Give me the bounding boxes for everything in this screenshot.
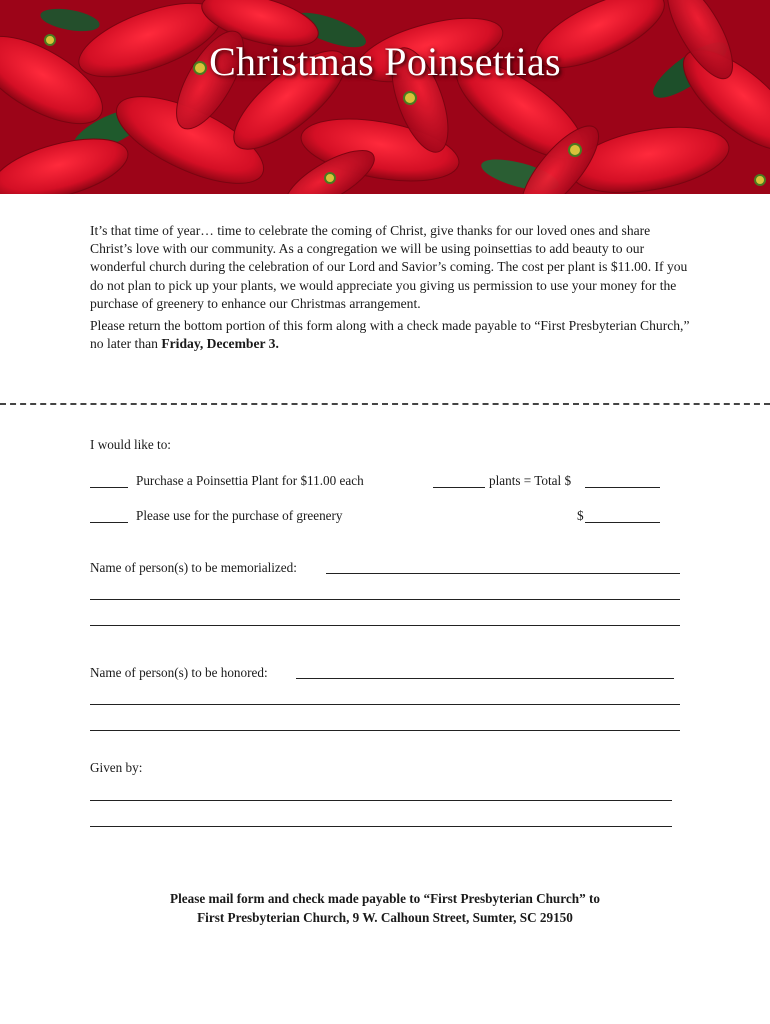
given-by-line-1[interactable] — [90, 800, 672, 801]
poinsettia-photo — [0, 0, 770, 194]
purchase-option-label: Purchase a Poinsettia Plant for $11.00 each — [136, 473, 364, 488]
mailing-line-1: Please mail form and check made payable to “First Presbyterian Church” to — [170, 891, 600, 906]
dashed-cut-line — [0, 403, 770, 405]
plants-total-label: plants = Total $ — [489, 473, 572, 488]
return-instructions-text: Please return the bottom portion of this form along with a check made payable to “First Presbyterian Church,” no later than — [90, 318, 690, 352]
given-by-label: Given by: — [90, 760, 143, 775]
memorialized-line-2[interactable] — [90, 599, 680, 600]
intro-section — [90, 222, 690, 357]
plants-quantity-blank[interactable] — [433, 487, 485, 488]
honored-line-1[interactable] — [296, 678, 674, 679]
total-amount-blank[interactable] — [585, 487, 660, 488]
intro-paragraph: It’s that time of year… time to celebrate the coming of Christ, give thanks for our loved ones and share Christ’s love with our community. As a congregation we will be using poinsettias to add beauty to our wonderful church during the celebration of our Lord and Savior’s coming. The cost per plant is $11.00. If you do not plan to pick up your plants, we would appreciate you giving us permission to use your money for the purchase of greenery to enhance our Christmas arrangement. — [90, 223, 688, 311]
honored-line-3[interactable] — [90, 730, 680, 731]
mailing-address: First Presbyterian Church, 9 W. Calhoun Street, Sumter, SC 29150 — [197, 909, 573, 925]
honored-label: Name of person(s) to be honored: — [90, 665, 268, 680]
memorialized-line-1[interactable] — [326, 573, 680, 574]
poinsettia-banner — [0, 0, 770, 194]
greenery-amount-blank[interactable] — [585, 522, 660, 523]
return-instructions — [90, 317, 690, 353]
page-title: Christmas Poinsettias — [209, 39, 561, 84]
greenery-checkbox-blank[interactable] — [90, 522, 128, 523]
form-intro-label: I would like to: — [90, 437, 171, 452]
deadline-text: Friday, December 3. — [161, 336, 279, 352]
purchase-checkbox-blank[interactable] — [90, 487, 128, 488]
memorialized-line-3[interactable] — [90, 625, 680, 626]
given-by-line-2[interactable] — [90, 826, 672, 827]
greenery-dollar-sign: $ — [577, 508, 584, 523]
honored-line-2[interactable] — [90, 704, 680, 705]
mailing-instructions — [90, 890, 680, 927]
greenery-option-label: Please use for the purchase of greenery — [136, 508, 343, 523]
memorialized-label: Name of person(s) to be memorialized: — [90, 560, 297, 575]
